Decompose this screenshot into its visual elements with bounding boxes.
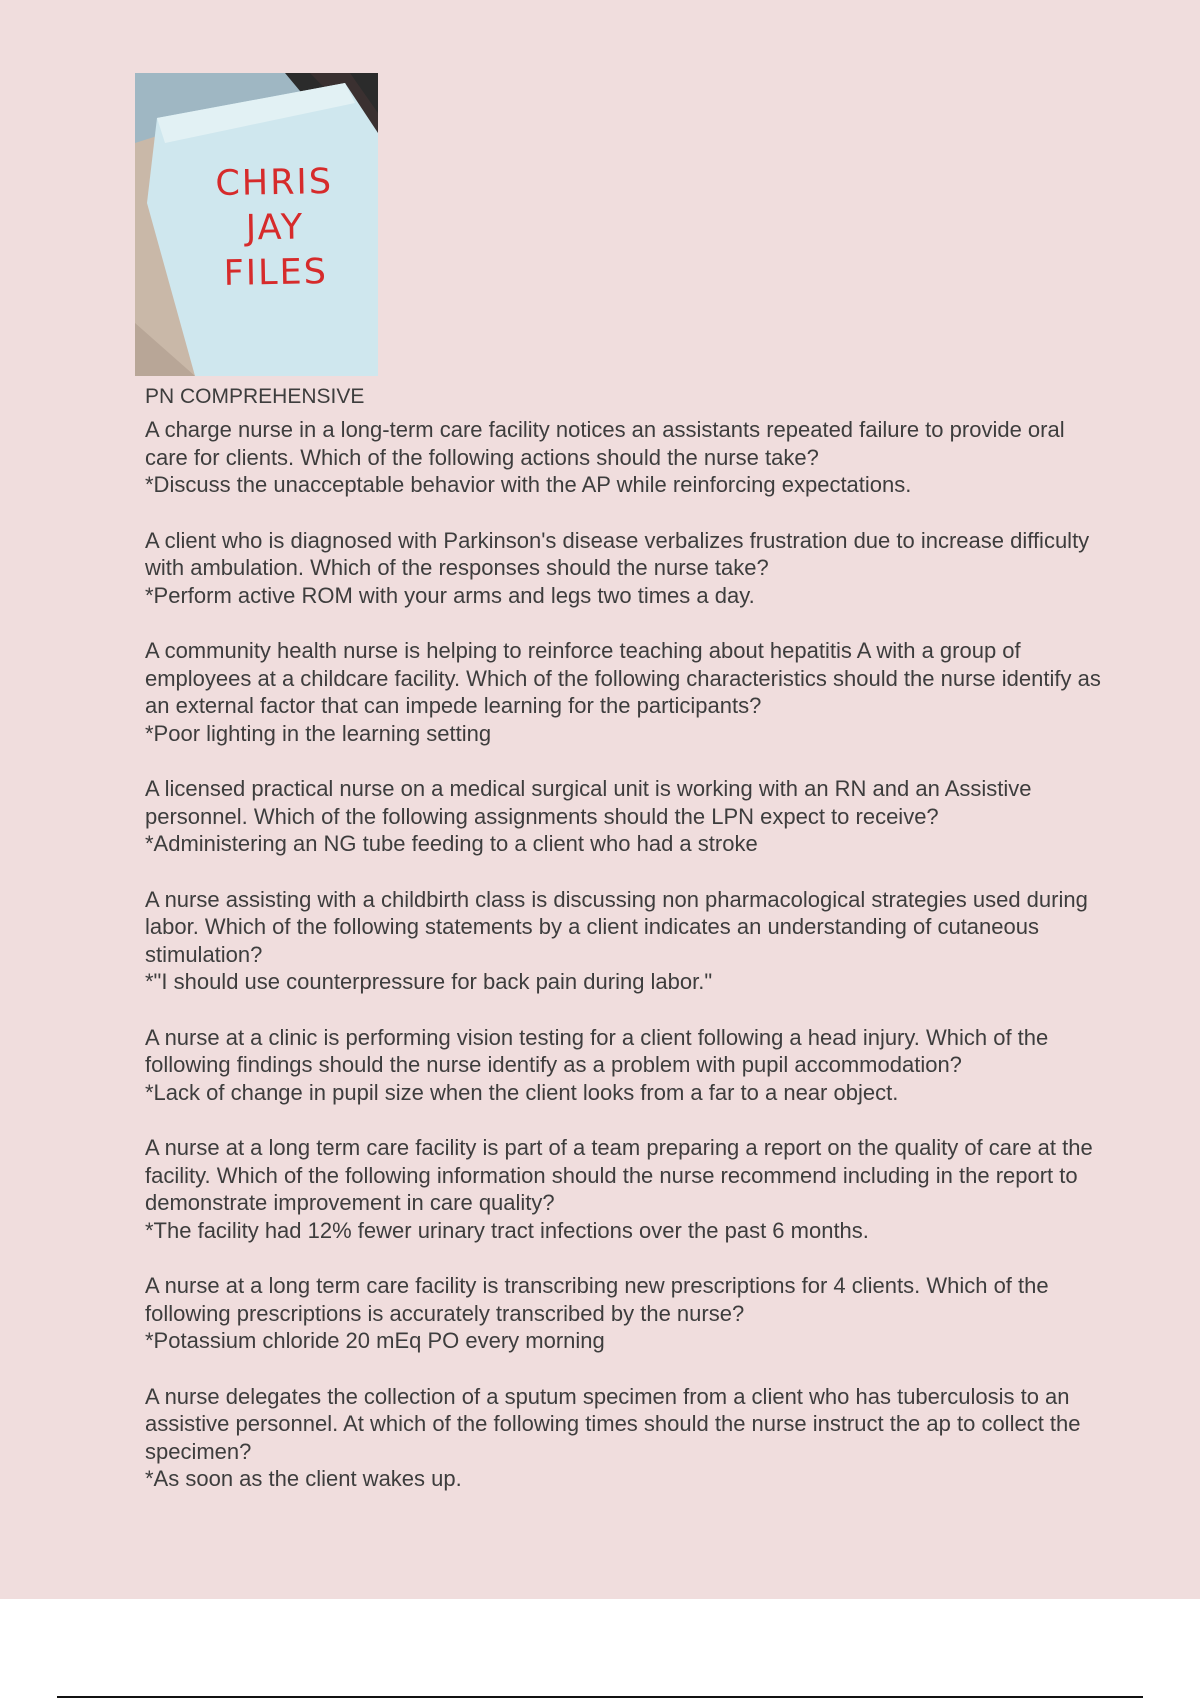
- question-text: A licensed practical nurse on a medical surgical unit is working with an RN and an Assistive personnel. Which of the following assignments should the LPN expect to receive?: [145, 776, 1032, 829]
- answer-text: *As soon as the client wakes up.: [145, 1466, 462, 1491]
- answer-text: *Administering an NG tube feeding to a client who had a stroke: [145, 831, 758, 856]
- question-block: [145, 1134, 1105, 1244]
- answer-text: *Discuss the unacceptable behavior with the AP while reinforcing expectations.: [145, 472, 912, 497]
- question-text: A nurse at a long term care facility is part of a team preparing a report on the quality of care at the facility. Which of the following information should the nurse recommend including in the report to demonstrate improvement in care quality?: [145, 1135, 1093, 1215]
- question-text: A nurse at a long term care facility is transcribing new prescriptions for 4 clients. Which of the following prescriptions is accurately transcribed by the nurse?: [145, 1273, 1049, 1326]
- cover-title-line: JAY: [245, 207, 305, 249]
- document-heading: PN COMPREHENSIVE: [145, 385, 365, 408]
- question-block: [145, 1383, 1105, 1493]
- answer-text: *Perform active ROM with your arms and legs two times a day.: [145, 582, 755, 608]
- answer-text: *Poor lighting in the learning setting: [145, 720, 492, 746]
- answer-text: *The facility had 12% fewer urinary tract infections over the past 6 months.: [145, 1217, 869, 1243]
- question-block: [145, 1272, 1105, 1355]
- question-block: [145, 637, 1105, 747]
- document-body: [145, 384, 1105, 1521]
- question-text: A nurse at a clinic is performing vision testing for a client following a head injury. Which of the following findings should the nurse identify as a problem with pupil accommodation?: [145, 1024, 1049, 1077]
- question-block: [145, 527, 1105, 610]
- answer-text: *Potassium chloride 20 mEq PO every morning: [145, 1328, 605, 1353]
- answer-text: *"I should use counterpressure for back pain during labor.": [145, 969, 713, 994]
- cover-title-line: FILES: [223, 252, 329, 294]
- question-block: [145, 416, 1105, 499]
- question-text: A community health nurse is helping to reinforce teaching about hepatitis A with a group of employees at a childcare facility. Which of the following characteristics should the nurse identify as an external factor that can impede learning for the participants?: [145, 638, 1101, 718]
- question-text: A nurse delegates the collection of a sputum specimen from a client who has tuberculosis to an assistive personnel. At which of the following times should the nurse instruct the ap to collect the specimen?: [145, 1383, 1081, 1464]
- question-block: [145, 1024, 1105, 1107]
- cover-title-line: CHRIS: [215, 161, 334, 205]
- question-text: A client who is diagnosed with Parkinson's disease verbalizes frustration due to increase difficulty with ambulation. Which of the responses should the nurse take?: [145, 527, 1090, 580]
- cover-title: [194, 160, 356, 298]
- question-block: [145, 775, 1105, 858]
- answer-text: *Lack of change in pupil size when the client looks from a far to a near object.: [145, 1079, 899, 1105]
- question-text: A charge nurse in a long-term care facility notices an assistants repeated failure to provide oral care for clients. Which of the following actions should the nurse take?: [145, 417, 1065, 470]
- question-text: A nurse assisting with a childbirth class is discussing non pharmacological strategies used during labor. Which of the following statements by a client indicates an understanding of cutaneous stimulation?: [145, 886, 1088, 967]
- question-block: [145, 886, 1105, 996]
- cover-image: [135, 73, 378, 376]
- footer-divider: [57, 1696, 1143, 1698]
